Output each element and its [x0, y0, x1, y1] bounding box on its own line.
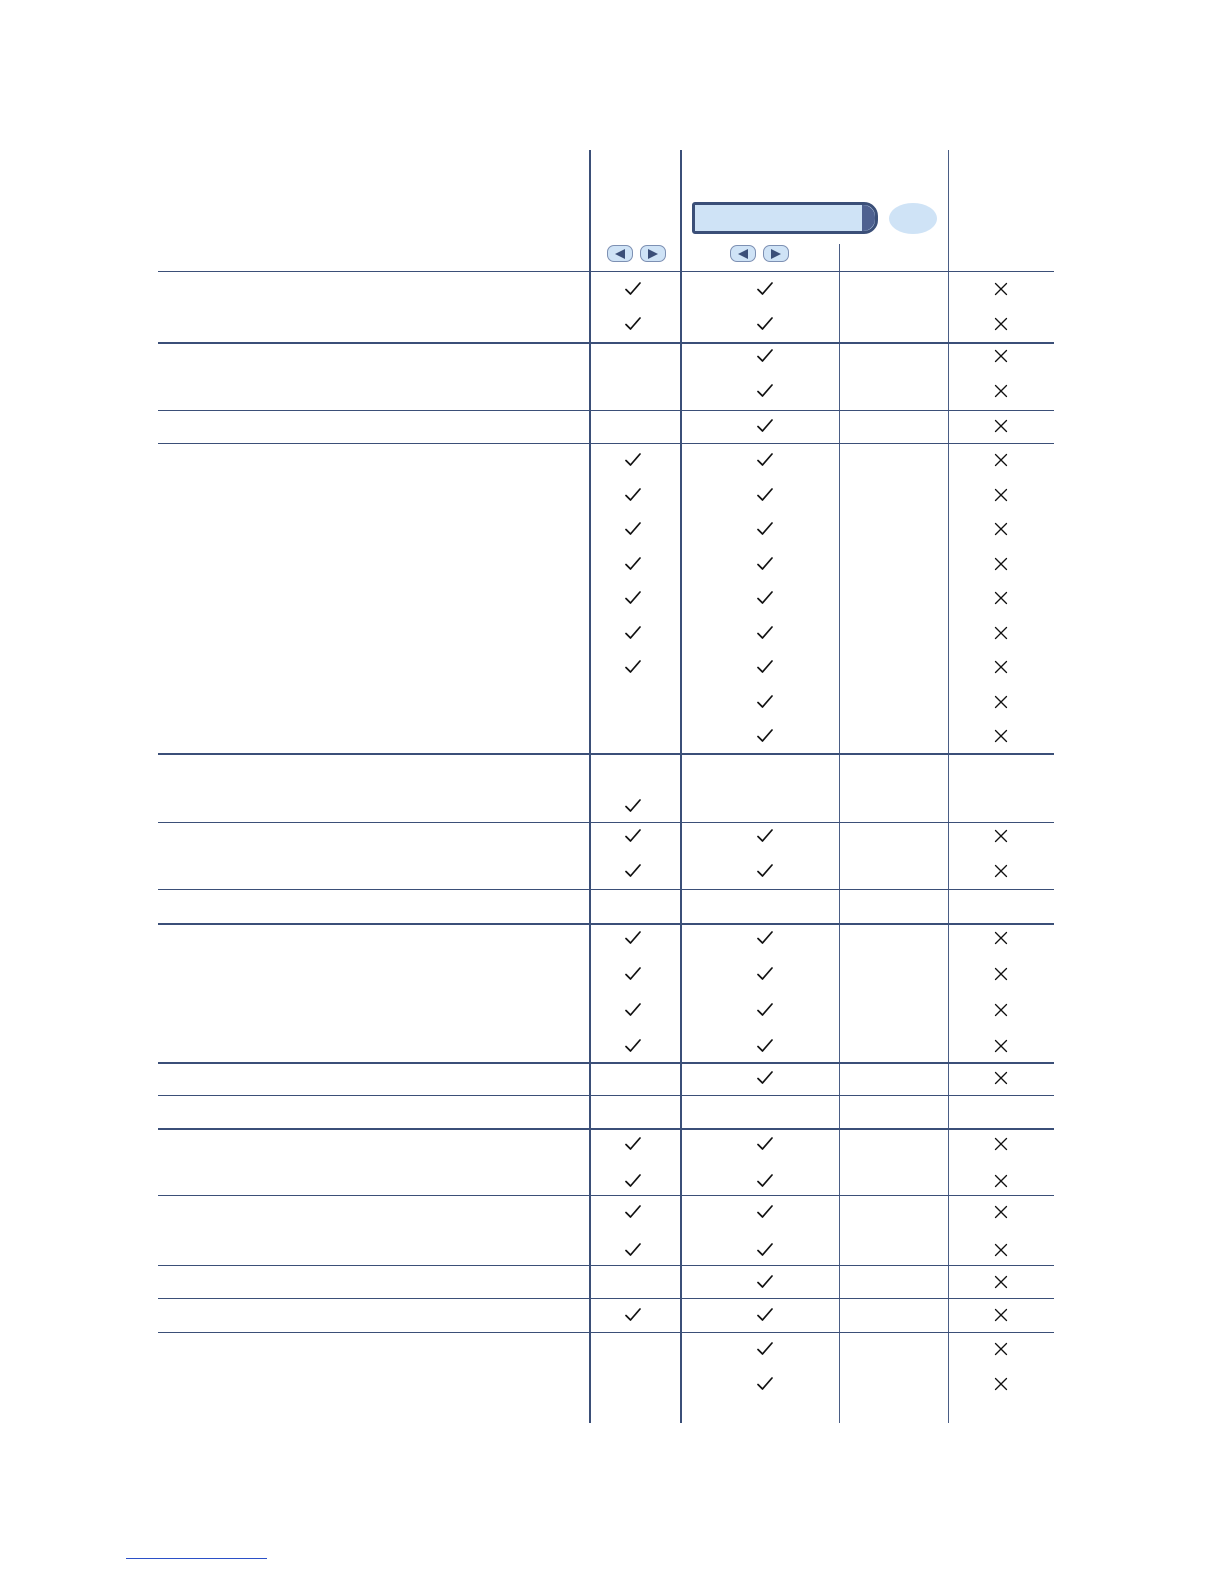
checkmark-icon — [756, 451, 774, 469]
row-rule — [158, 822, 1054, 823]
checkmark-icon — [756, 555, 774, 573]
row-rule — [158, 271, 1054, 272]
row-rule — [158, 1062, 1054, 1064]
checkmark-icon — [756, 693, 774, 711]
cross-icon — [992, 1172, 1010, 1190]
checkmark-icon — [756, 417, 774, 435]
checkmark-icon — [624, 589, 642, 607]
column1-next-button[interactable] — [640, 245, 666, 262]
row-rule — [158, 410, 1054, 411]
column2-prev-button[interactable] — [730, 245, 756, 262]
checkmark-icon — [624, 797, 642, 815]
checkmark-icon — [756, 965, 774, 983]
checkmark-icon — [756, 658, 774, 676]
checkmark-icon — [624, 658, 642, 676]
checkmark-icon — [756, 1375, 774, 1393]
cross-icon — [992, 1306, 1010, 1324]
checkmark-icon — [624, 1241, 642, 1259]
cross-icon — [992, 280, 1010, 298]
prev-arrow-icon — [613, 249, 627, 259]
row-rule — [158, 443, 1054, 444]
checkmark-icon — [756, 315, 774, 333]
name-field-tab — [862, 205, 875, 231]
checkmark-icon — [756, 1069, 774, 1087]
row-rule — [158, 1128, 1054, 1130]
cross-icon — [992, 1273, 1010, 1291]
cross-icon — [992, 693, 1010, 711]
checkmark-icon — [756, 1273, 774, 1291]
cross-icon — [992, 1069, 1010, 1087]
footnote-rule — [126, 1558, 267, 1559]
cross-icon — [992, 1203, 1010, 1221]
row-rule — [158, 1332, 1054, 1333]
cross-icon — [992, 315, 1010, 333]
cross-icon — [992, 417, 1010, 435]
checkmark-icon — [624, 624, 642, 642]
checkmark-icon — [756, 727, 774, 745]
row-rule — [158, 923, 1054, 925]
cross-icon — [992, 727, 1010, 745]
cross-icon — [992, 929, 1010, 947]
checkmark-icon — [624, 555, 642, 573]
next-arrow-icon — [769, 249, 783, 259]
checkmark-icon — [624, 520, 642, 538]
checkmark-icon — [756, 1241, 774, 1259]
row-rule — [158, 342, 1054, 344]
checkmark-icon — [756, 520, 774, 538]
checkmark-icon — [756, 1135, 774, 1153]
cross-icon — [992, 520, 1010, 538]
checkmark-icon — [756, 1203, 774, 1221]
checkmark-icon — [624, 929, 642, 947]
cross-icon — [992, 382, 1010, 400]
cross-icon — [992, 451, 1010, 469]
checkmark-icon — [624, 862, 642, 880]
checkmark-icon — [624, 280, 642, 298]
checkmark-icon — [624, 1001, 642, 1019]
cross-icon — [992, 1241, 1010, 1259]
row-rule — [158, 1298, 1054, 1299]
column2-next-button[interactable] — [763, 245, 789, 262]
cross-icon — [992, 827, 1010, 845]
cross-icon — [992, 1135, 1010, 1153]
cross-icon — [992, 486, 1010, 504]
cross-icon — [992, 555, 1010, 573]
cross-icon — [992, 589, 1010, 607]
cross-icon — [992, 1001, 1010, 1019]
cross-icon — [992, 1037, 1010, 1055]
checkmark-icon — [624, 315, 642, 333]
checkmark-icon — [756, 624, 774, 642]
checkmark-icon — [756, 347, 774, 365]
cross-icon — [992, 862, 1010, 880]
cross-icon — [992, 1375, 1010, 1393]
checkmark-icon — [624, 451, 642, 469]
column-divider-4 — [948, 150, 949, 1423]
row-rule — [158, 1095, 1054, 1096]
row-rule — [158, 889, 1054, 890]
next-arrow-icon — [646, 249, 660, 259]
cross-icon — [992, 624, 1010, 642]
prev-arrow-icon — [736, 249, 750, 259]
cross-icon — [992, 965, 1010, 983]
cross-icon — [992, 1340, 1010, 1358]
checkmark-icon — [756, 1037, 774, 1055]
checkmark-icon — [756, 1306, 774, 1324]
row-rule — [158, 1265, 1054, 1266]
checkmark-icon — [756, 486, 774, 504]
checkmark-icon — [756, 862, 774, 880]
checkmark-icon — [756, 929, 774, 947]
checkmark-icon — [624, 1203, 642, 1221]
checkmark-icon — [756, 1001, 774, 1019]
checkmark-icon — [624, 1135, 642, 1153]
column-divider-3 — [839, 244, 840, 1423]
checkmark-icon — [624, 1037, 642, 1055]
checkmark-icon — [624, 965, 642, 983]
checkmark-icon — [756, 382, 774, 400]
checkmark-icon — [624, 486, 642, 504]
checkmark-icon — [756, 1340, 774, 1358]
row-rule — [158, 753, 1054, 755]
checkmark-icon — [624, 827, 642, 845]
row-rule — [158, 1195, 1054, 1196]
checkmark-icon — [756, 280, 774, 298]
column-divider-1 — [589, 150, 591, 1423]
column1-prev-button[interactable] — [607, 245, 633, 262]
cross-icon — [992, 347, 1010, 365]
column-divider-2 — [680, 150, 682, 1423]
checkmark-icon — [756, 827, 774, 845]
checkmark-icon — [624, 1306, 642, 1324]
checkmark-icon — [756, 1172, 774, 1190]
oval-button[interactable] — [889, 203, 937, 234]
checkmark-icon — [624, 1172, 642, 1190]
checkmark-icon — [756, 589, 774, 607]
name-input-field[interactable] — [692, 202, 878, 234]
cross-icon — [992, 658, 1010, 676]
